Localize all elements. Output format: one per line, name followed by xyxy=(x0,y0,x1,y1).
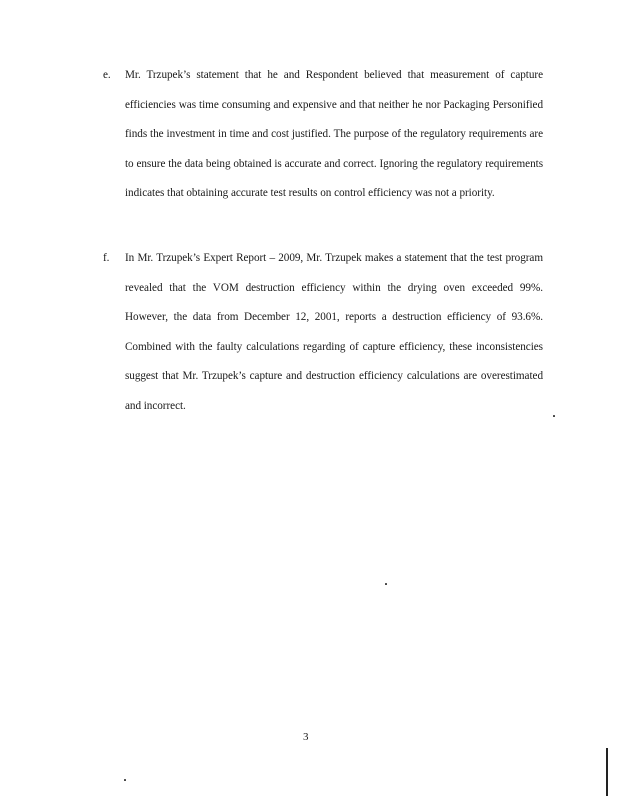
list-item-marker: e. xyxy=(103,69,111,81)
list-item-text: In Mr. Trzupek’s Expert Report – 2009, Mr. Trzupek makes a statement that the test program revealed that the VOM destruction efficiency within the drying oven exceeded 99%. However, the data from December 12, 2001, reports a destruction efficiency of 93.6%. Combined with the faulty calculations regarding of capture efficiency, these inconsistencies suggest that Mr. Trzupek’s capture and destruction efficiency calculations are overestimated and incorrect. xyxy=(125,252,543,412)
scan-speck xyxy=(385,583,387,585)
list-item-f xyxy=(103,244,543,421)
scan-speck xyxy=(124,779,126,781)
scan-edge-mark xyxy=(606,748,608,796)
scan-speck xyxy=(553,415,555,417)
list-item-e xyxy=(103,61,543,209)
list-item-marker: f. xyxy=(103,252,110,264)
list-item-text: Mr. Trzupek’s statement that he and Respondent believed that measurement of capture efficiencies was time consuming and expensive and that neither he nor Packaging Personified finds the investment in time and cost justified. The purpose of the regulatory requirements are to ensure the data being obtained is accurate and correct. Ignoring the regulatory requirements indicates that obtaining accurate test results on control efficiency was not a priority. xyxy=(125,69,543,199)
page-number: 3 xyxy=(303,731,309,743)
